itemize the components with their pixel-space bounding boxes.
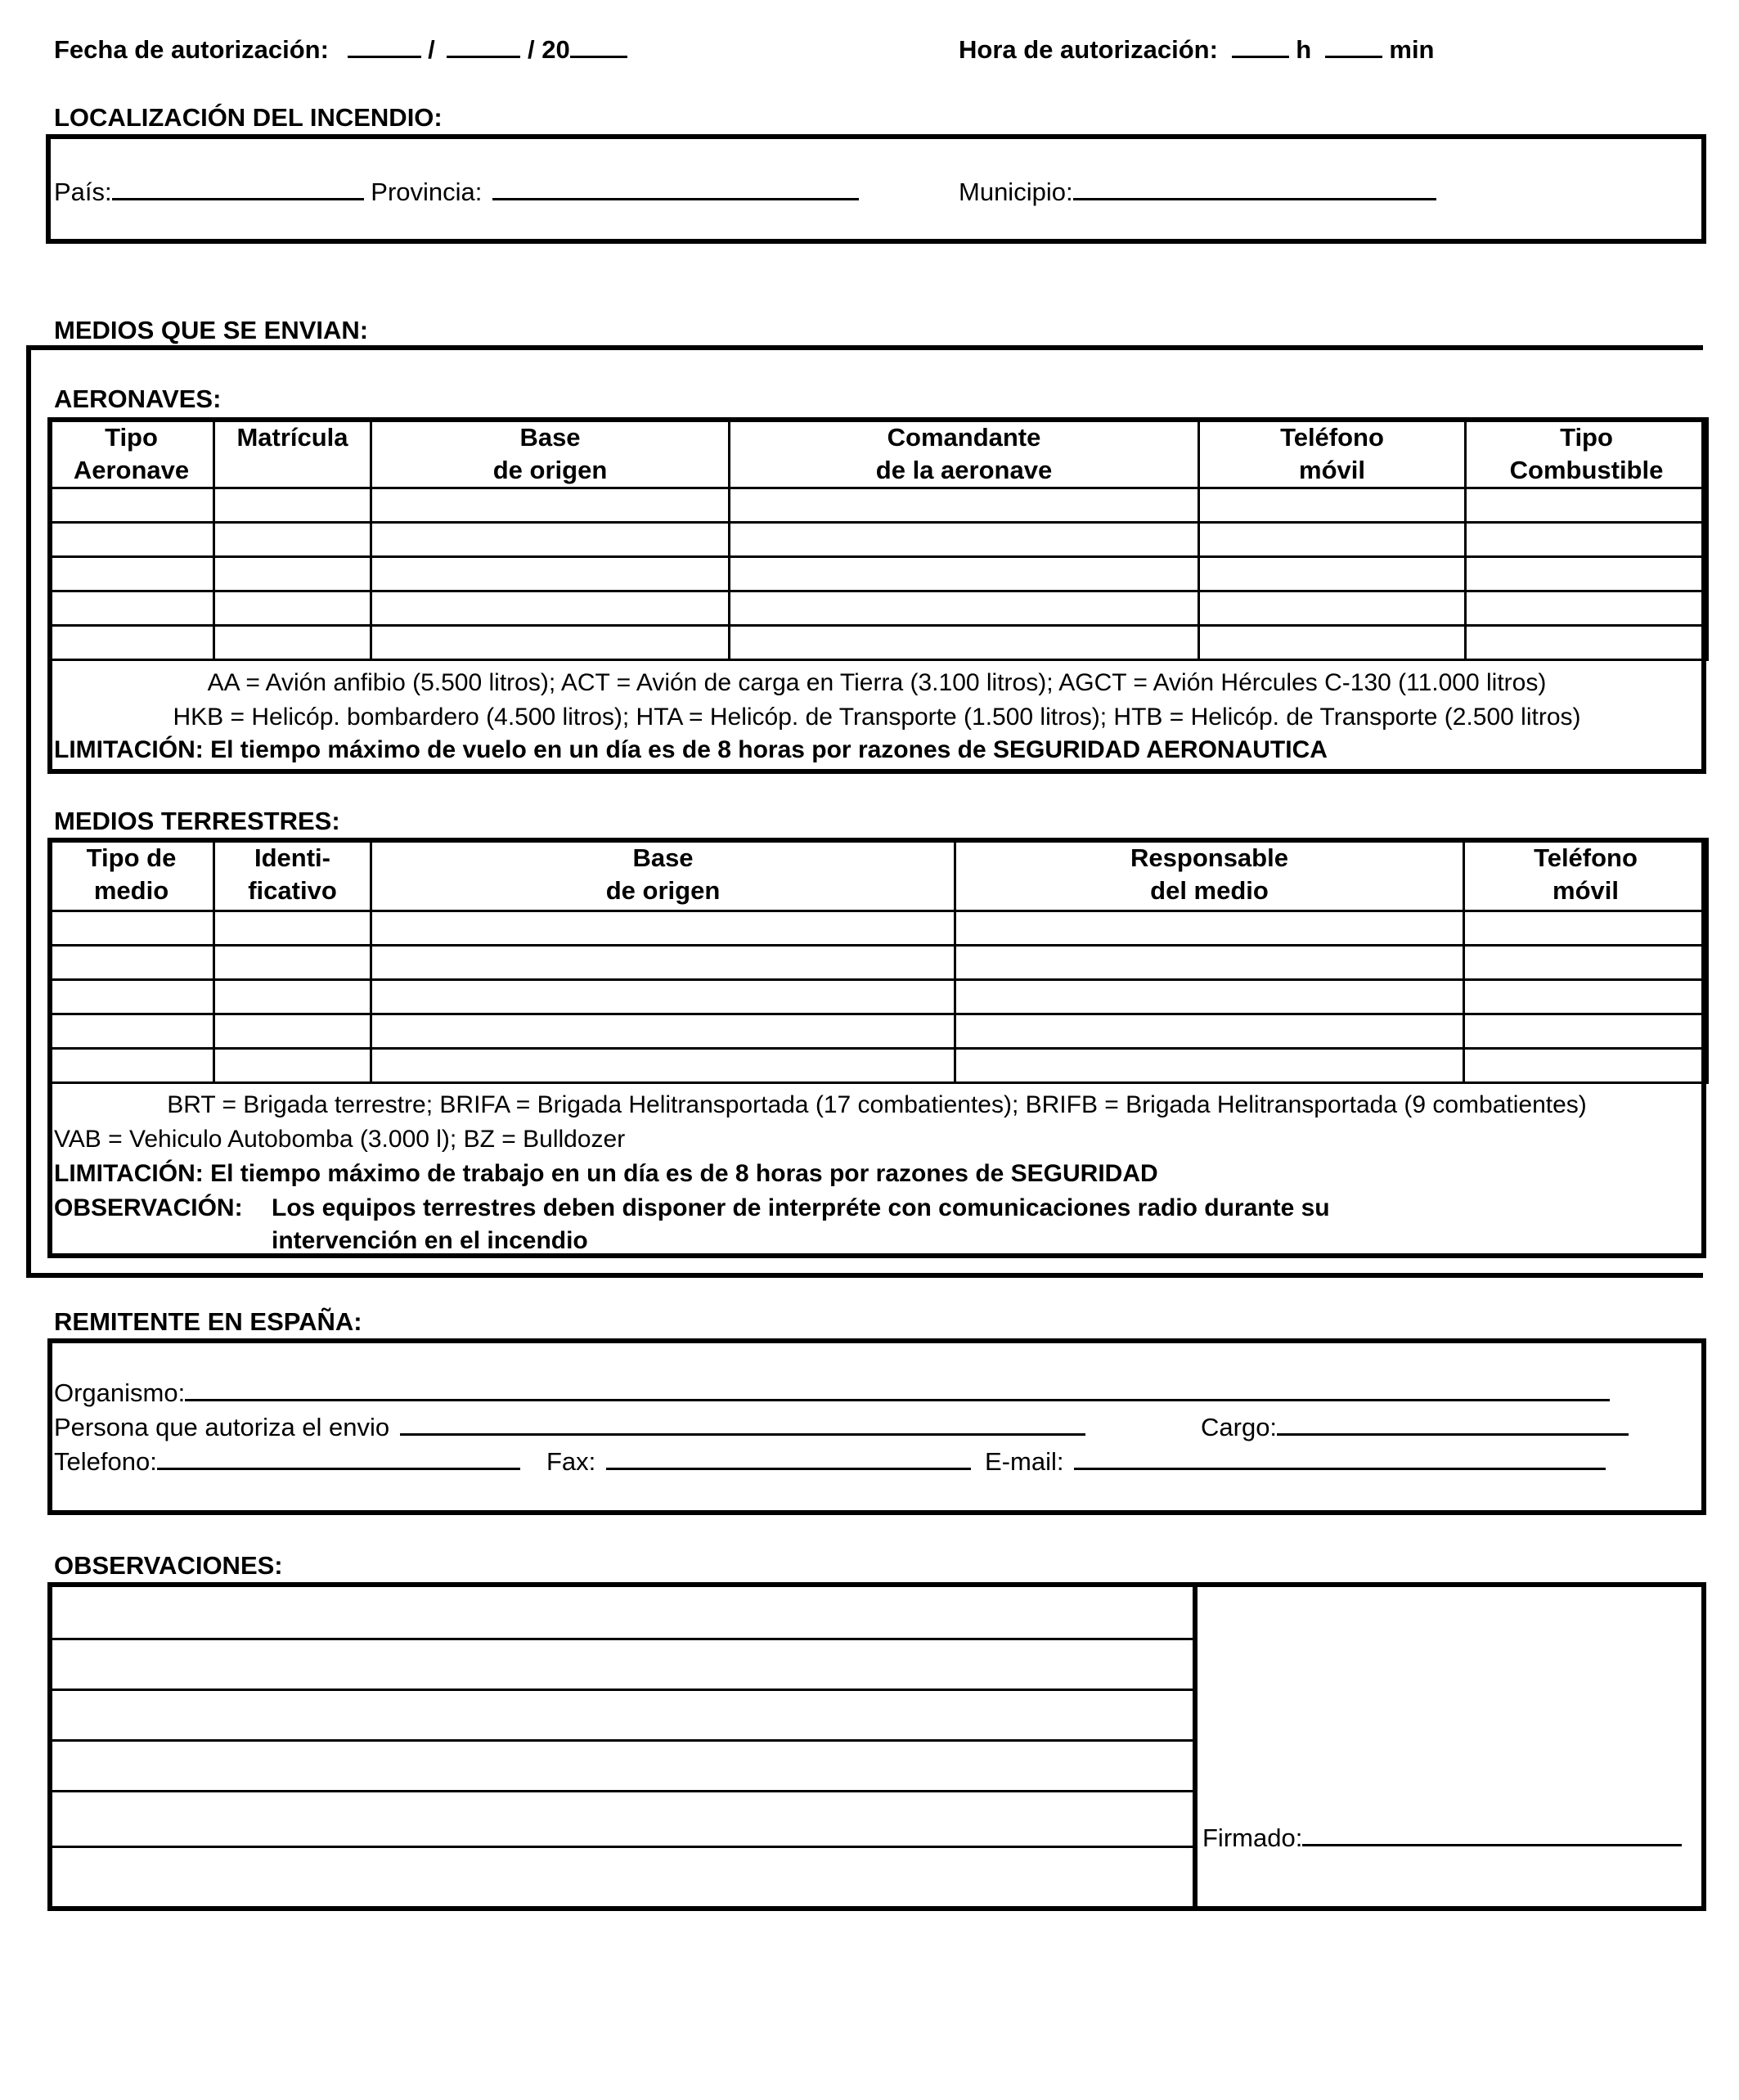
municipio-row — [959, 177, 1436, 207]
provincia-field[interactable] — [492, 177, 859, 200]
terrestres-note-1: BRT = Brigada terrestre; BRIFA = Brigada Helitransportada (17 combatientes); BRIFB = Brigada Helitransportada (9 combatientes) — [167, 1091, 1587, 1118]
table-row — [49, 980, 1708, 1014]
aeronaves-table — [47, 417, 1709, 661]
terrestres-header-responsable: Responsable del medio — [955, 839, 1464, 911]
terrestres-header-identificativo: Identi- ficativo — [214, 839, 371, 911]
table-cell[interactable] — [1466, 626, 1708, 660]
table-cell[interactable] — [214, 1049, 371, 1083]
table-cell[interactable] — [730, 557, 1199, 591]
table-cell[interactable] — [1466, 488, 1708, 523]
table-cell[interactable] — [214, 946, 371, 980]
table-cell[interactable] — [214, 488, 371, 523]
observaciones-line[interactable] — [52, 1739, 1193, 1742]
terrestres-observacion-label: OBSERVACIÓN: — [54, 1194, 243, 1221]
firmado-label: Firmado: — [1202, 1823, 1303, 1852]
table-cell[interactable] — [955, 980, 1464, 1014]
table-cell[interactable] — [1199, 591, 1466, 626]
observaciones-line[interactable] — [52, 1689, 1193, 1691]
hora-h-label: h — [1296, 35, 1312, 64]
fecha-autorizacion — [54, 34, 627, 65]
table-cell[interactable] — [214, 911, 371, 946]
aeronaves-limitacion: LIMITACIÓN: El tiempo máximo de vuelo en un día es de 8 horas por razones de SEGURIDAD AERONAUTICA — [54, 736, 1328, 763]
terrestres-header-tipo: Tipo de medio — [49, 839, 214, 911]
observaciones-line[interactable] — [52, 1846, 1193, 1848]
table-cell[interactable] — [1466, 557, 1708, 591]
aeronaves-header-combustible: Tipo Combustible — [1466, 419, 1708, 488]
table-row — [49, 523, 1708, 557]
organismo-label: Organismo: — [54, 1378, 186, 1407]
table-cell[interactable] — [49, 488, 214, 523]
table-cell[interactable] — [730, 523, 1199, 557]
organismo-field[interactable] — [185, 1378, 1610, 1401]
table-cell[interactable] — [371, 911, 955, 946]
aeronaves-header-tipo: Tipo Aeronave — [49, 419, 214, 488]
terrestres-observacion-1: Los equipos terrestres deben disponer de interpréte con comunicaciones radio durante su — [272, 1194, 1330, 1221]
table-cell[interactable] — [730, 626, 1199, 660]
persona-row — [54, 1412, 1085, 1442]
telefono-row — [54, 1446, 520, 1477]
table-cell[interactable] — [49, 557, 214, 591]
aeronaves-header-comandante: Comandante de la aeronave — [730, 419, 1199, 488]
table-cell[interactable] — [730, 591, 1199, 626]
table-row — [49, 1014, 1708, 1049]
fax-row — [546, 1446, 971, 1477]
table-cell[interactable] — [1466, 523, 1708, 557]
table-cell[interactable] — [955, 911, 1464, 946]
cargo-label: Cargo: — [1201, 1413, 1278, 1441]
table-cell[interactable] — [371, 626, 730, 660]
table-row — [49, 591, 1708, 626]
table-cell[interactable] — [371, 946, 955, 980]
table-cell[interactable] — [49, 1049, 214, 1083]
table-cell[interactable] — [1464, 911, 1708, 946]
terrestres-header-telefono: Teléfono móvil — [1464, 839, 1708, 911]
persona-field[interactable] — [400, 1412, 1085, 1436]
terrestres-limitacion: LIMITACIÓN: El tiempo máximo de trabajo en un día es de 8 horas por razones de SEGURIDAD — [54, 1160, 1158, 1187]
table-row — [49, 1049, 1708, 1083]
remitente-title: REMITENTE EN ESPAÑA: — [54, 1307, 362, 1336]
terrestres-table — [47, 838, 1709, 1084]
table-cell[interactable] — [1464, 980, 1708, 1014]
table-cell[interactable] — [1466, 591, 1708, 626]
municipio-field[interactable] — [1073, 177, 1436, 200]
terrestres-header-base: Base de origen — [371, 839, 955, 911]
table-cell[interactable] — [214, 591, 371, 626]
observaciones-title: OBSERVACIONES: — [54, 1551, 283, 1580]
table-cell[interactable] — [214, 626, 371, 660]
pais-row — [54, 177, 859, 207]
medios-title: MEDIOS QUE SE ENVIAN: — [54, 316, 369, 344]
table-cell[interactable] — [371, 523, 730, 557]
medios-top-rule — [26, 345, 1703, 350]
table-cell[interactable] — [371, 1049, 955, 1083]
table-cell[interactable] — [49, 946, 214, 980]
table-row — [49, 557, 1708, 591]
table-cell[interactable] — [49, 911, 214, 946]
telefono-field[interactable] — [157, 1446, 520, 1470]
table-cell[interactable] — [955, 1049, 1464, 1083]
cargo-field[interactable] — [1277, 1412, 1629, 1436]
table-cell[interactable] — [49, 1014, 214, 1049]
observaciones-divider — [1193, 1582, 1198, 1911]
medios-left-rule — [26, 345, 31, 1278]
aeronaves-title: AERONAVES: — [54, 384, 222, 413]
table-cell[interactable] — [1199, 488, 1466, 523]
table-cell[interactable] — [49, 980, 214, 1014]
persona-label: Persona que autoriza el envio — [54, 1413, 390, 1441]
table-cell[interactable] — [1199, 626, 1466, 660]
fecha-month-field[interactable] — [447, 34, 520, 58]
aeronaves-note-1: AA = Avión anfibio (5.500 litros); ACT = Avión de carga en Tierra (3.100 litros); AGCT = Avión Hércules C-130 (11.000 litros) — [207, 669, 1547, 696]
table-cell[interactable] — [1199, 557, 1466, 591]
email-label: E-mail: — [985, 1447, 1064, 1476]
hora-min-label: min — [1389, 35, 1435, 64]
telefono-label: Telefono: — [54, 1447, 157, 1476]
table-row — [49, 911, 1708, 946]
table-cell[interactable] — [955, 1014, 1464, 1049]
fecha-day-field[interactable] — [348, 34, 421, 58]
localizacion-title: LOCALIZACIÓN DEL INCENDIO: — [54, 103, 443, 132]
table-cell[interactable] — [371, 980, 955, 1014]
table-row — [49, 488, 1708, 523]
aeronaves-note-2: HKB = Helicóp. bombardero (4.500 litros); HTA = Helicóp. de Transporte (1.500 litros); HTB = Helicóp. de Transporte (2.500 litros) — [173, 704, 1581, 731]
observaciones-line[interactable] — [52, 1790, 1193, 1792]
firmado-field[interactable] — [1302, 1823, 1682, 1846]
observaciones-box — [47, 1582, 1706, 1911]
table-cell[interactable] — [49, 523, 214, 557]
aeronaves-header-matricula: Matrícula — [214, 419, 371, 488]
table-cell[interactable] — [49, 591, 214, 626]
fecha-sep2: / 20 — [528, 35, 570, 64]
table-cell[interactable] — [1464, 1014, 1708, 1049]
terrestres-title: MEDIOS TERRESTRES: — [54, 807, 340, 835]
fax-field[interactable] — [606, 1446, 971, 1470]
cargo-row — [1201, 1412, 1629, 1442]
medios-bottom-rule — [26, 1273, 1703, 1278]
table-cell[interactable] — [49, 626, 214, 660]
table-row — [49, 626, 1708, 660]
fecha-sep1: / — [428, 35, 435, 64]
table-cell[interactable] — [371, 591, 730, 626]
hora-label: Hora de autorización: — [959, 35, 1218, 64]
table-cell[interactable] — [1464, 946, 1708, 980]
firmado-row — [1202, 1823, 1682, 1853]
table-cell[interactable] — [214, 557, 371, 591]
table-cell[interactable] — [371, 557, 730, 591]
terrestres-observacion-2: intervención en el incendio — [272, 1227, 588, 1254]
hora-min-field[interactable] — [1325, 34, 1382, 58]
table-row — [49, 946, 1708, 980]
table-cell[interactable] — [1464, 1049, 1708, 1083]
aeronaves-header-base: Base de origen — [371, 419, 730, 488]
email-row — [985, 1446, 1606, 1477]
table-cell[interactable] — [730, 488, 1199, 523]
table-cell[interactable] — [214, 523, 371, 557]
fecha-year-field[interactable] — [570, 34, 627, 58]
fecha-label: Fecha de autorización: — [54, 35, 329, 64]
pais-field[interactable] — [112, 177, 364, 200]
table-cell[interactable] — [1199, 523, 1466, 557]
table-cell[interactable] — [214, 1014, 371, 1049]
municipio-label: Municipio: — [959, 178, 1073, 206]
fax-label: Fax: — [546, 1447, 596, 1476]
table-cell[interactable] — [955, 946, 1464, 980]
aeronaves-header-telefono: Teléfono móvil — [1199, 419, 1466, 488]
provincia-label: Provincia: — [371, 178, 483, 206]
table-cell[interactable] — [371, 488, 730, 523]
organismo-row — [54, 1378, 1610, 1408]
terrestres-note-2: VAB = Vehiculo Autobomba (3.000 l); BZ = Bulldozer — [54, 1126, 626, 1153]
pais-label: País: — [54, 178, 112, 206]
hora-autorizacion — [959, 34, 1435, 65]
hora-h-field[interactable] — [1232, 34, 1289, 58]
table-cell[interactable] — [371, 1014, 955, 1049]
email-field[interactable] — [1074, 1446, 1606, 1470]
table-cell[interactable] — [214, 980, 371, 1014]
observaciones-line[interactable] — [52, 1638, 1193, 1640]
